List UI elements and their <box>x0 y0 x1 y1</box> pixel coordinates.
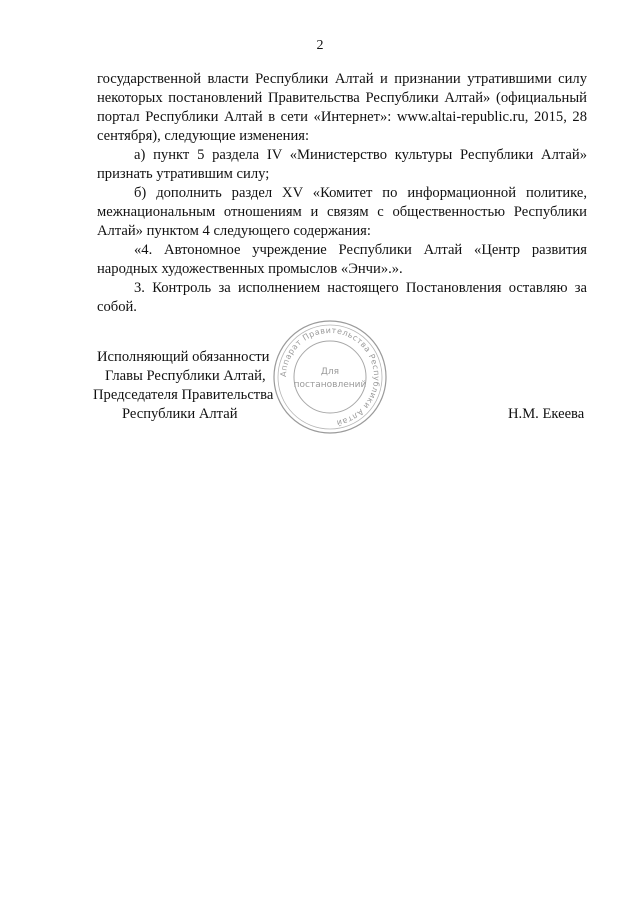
paragraph-continuation: государственной власти Республики Алтай и признании утратившими силу некоторых постановлений Правительства Республики Алтай» (официальный портал Республики Алтай в сети «Интернет»: www.altai-republic.ru, 2015, 28 сентября), следующие изменения: <box>97 71 587 144</box>
page-number: 2 <box>316 38 324 53</box>
stamp-ring-text: Аппарат Правительства Республики Алтай <box>278 325 382 428</box>
signer-title-line-3: Председателя Правительства <box>93 387 274 403</box>
signer-title-line-2: Главы Республики Алтай, <box>105 368 266 384</box>
signer-title-line-4: Республики Алтай <box>122 406 238 422</box>
signer-name: Н.М. Екеева <box>508 406 585 422</box>
stamp-center-text-1: Для <box>320 367 340 377</box>
signer-title-line-1: Исполняющий обязанности <box>97 349 270 365</box>
official-stamp <box>271 318 389 436</box>
paragraph-item-4: «4. Автономное учреждение Республики Алтай «Центр развития народных художественных промыслов «Энчи».». <box>97 242 587 277</box>
paragraph-item-a: а) пункт 5 раздела IV «Министерство культуры Республики Алтай» признать утратившим силу; <box>97 147 587 182</box>
stamp-center-text-2: постановлений <box>293 380 367 390</box>
document-body <box>97 70 587 317</box>
paragraph-control: 3. Контроль за исполнением настоящего Постановления оставляю за собой. <box>97 280 587 315</box>
paragraph-item-b: б) дополнить раздел XV «Комитет по информационной политике, межнациональным отношениям и связям с общественностью Республики Алтай» пунктом 4 следующего содержания: <box>97 185 587 239</box>
